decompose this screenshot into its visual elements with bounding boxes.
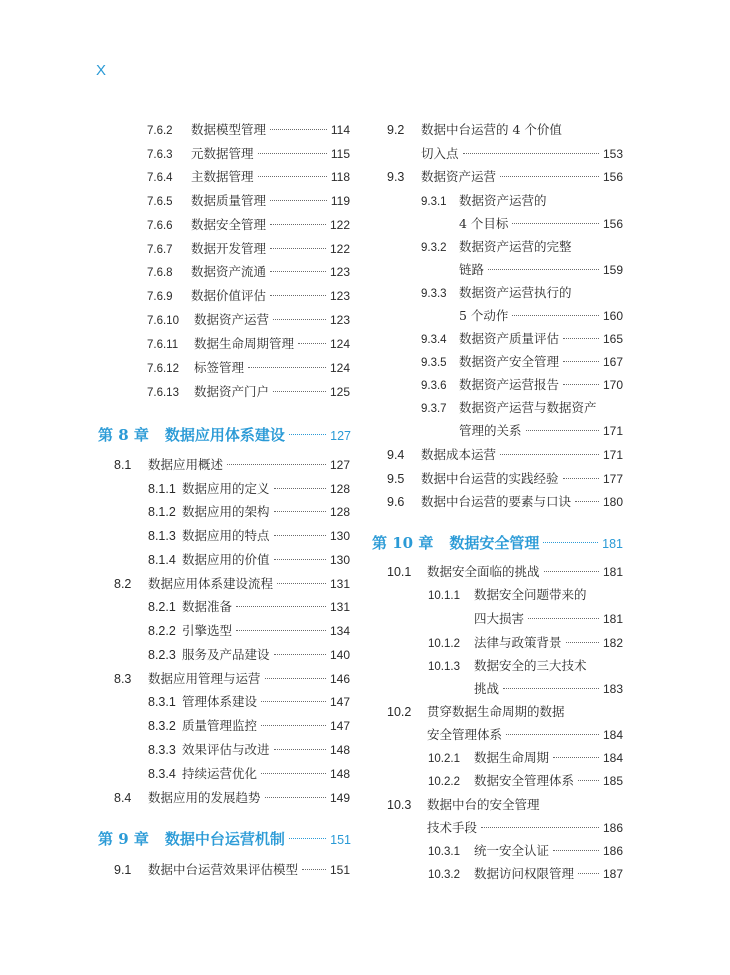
toc-entry-10-1-2[interactable]	[428, 634, 623, 653]
entry-number: 7.6.4	[147, 172, 173, 184]
entry-number: 9.3.7	[421, 403, 447, 415]
entry-title: 引擎选型	[182, 623, 233, 638]
leader-dots	[248, 367, 326, 368]
entry-number: 10.1	[387, 565, 412, 579]
chapter-page: 151	[330, 833, 351, 847]
leader-dots	[270, 271, 326, 272]
entry-title: 数据应用概述	[148, 457, 224, 472]
entry-number: 10.2	[387, 705, 412, 719]
entry-page: 167	[602, 355, 623, 369]
toc-entry-10-1[interactable]	[387, 563, 623, 581]
entry-page: 160	[602, 309, 623, 323]
leader-dots	[578, 873, 599, 874]
entry-number: 8.1	[114, 458, 132, 472]
entry-title: 数据安全的三大技术	[474, 658, 587, 673]
toc-entry-8-3-3[interactable]	[148, 741, 350, 759]
entry-number: 10.2.1	[428, 753, 460, 765]
entry-title: 数据安全管理体系	[474, 773, 575, 788]
entry-page: 122	[329, 218, 350, 232]
leader-dots	[274, 488, 326, 489]
entry-page: 130	[329, 529, 350, 543]
entry-page: 165	[602, 332, 623, 346]
leader-dots	[553, 757, 599, 758]
toc-entry-10-2-line2[interactable]	[427, 726, 623, 744]
toc-entry-9-3-4[interactable]	[421, 330, 623, 349]
entry-title: 数据安全管理	[191, 217, 267, 232]
entry-title: 数据成本运营	[421, 447, 497, 462]
entry-page: 147	[329, 719, 350, 733]
entry-page: 151	[329, 863, 350, 877]
entry-title: 数据应用的架构	[182, 504, 270, 519]
entry-page: 149	[329, 791, 350, 805]
entry-page: 147	[329, 695, 350, 709]
toc-entry-8-3[interactable]	[114, 670, 350, 688]
entry-page: 186	[602, 821, 623, 835]
entry-page: 177	[602, 472, 623, 486]
leader-dots	[544, 571, 599, 572]
entry-page: 171	[602, 448, 623, 462]
entry-number: 8.4	[114, 791, 132, 805]
entry-number: 8.1.4	[148, 553, 176, 567]
leader-dots	[270, 224, 326, 225]
toc-entry-9-5[interactable]	[387, 470, 623, 488]
entry-number: 8.2.3	[148, 648, 176, 662]
toc-entry-9-3-1-line2[interactable]	[459, 215, 623, 233]
entry-page: 131	[329, 577, 350, 591]
leader-dots	[261, 725, 326, 726]
entry-page: 182	[602, 636, 623, 650]
toc-entry-9-3-3-line1[interactable]	[421, 284, 572, 303]
toc-entry-10-1-1-line1[interactable]	[428, 586, 587, 605]
entry-page: 183	[602, 682, 623, 696]
toc-entry-8-4[interactable]	[114, 789, 350, 807]
entry-page: 156	[602, 217, 623, 231]
leader-dots	[298, 343, 326, 344]
leader-dots	[526, 430, 599, 431]
entry-title: 数据应用管理与运营	[148, 671, 261, 686]
entry-page: 128	[329, 505, 350, 519]
entry-title: 质量管理监控	[182, 718, 258, 733]
entry-number: 9.3.2	[421, 242, 447, 254]
toc-entry-8-1-3[interactable]	[148, 527, 350, 545]
entry-title: 数据应用体系建设流程	[148, 576, 274, 591]
entry-page: 170	[602, 378, 623, 392]
chapter-title: 数据中台运营机制	[164, 830, 285, 848]
leader-dots	[289, 434, 326, 435]
toc-chapter-10[interactable]	[372, 532, 623, 553]
entry-title: 数据应用的价值	[182, 552, 270, 567]
leader-dots	[512, 315, 599, 316]
entry-page: 181	[602, 565, 623, 579]
toc-entry-9-3-1-line1[interactable]	[421, 192, 547, 211]
toc-entry-10-3-2[interactable]	[428, 865, 623, 884]
toc-entry-10-1-3-line2[interactable]	[474, 680, 623, 698]
entry-page: 148	[329, 743, 350, 757]
toc-entry-9-3-5[interactable]	[421, 353, 623, 372]
leader-dots	[258, 153, 327, 154]
leader-dots	[261, 701, 326, 702]
entry-number: 7.6.11	[147, 339, 179, 351]
entry-number: 7.6.3	[147, 149, 173, 161]
toc-entry-8-1[interactable]	[114, 456, 350, 474]
leader-dots	[575, 501, 599, 502]
toc-chapter-8[interactable]	[98, 424, 351, 445]
entry-title: 数据应用的定义	[182, 481, 270, 496]
leader-dots	[528, 618, 599, 619]
entry-title: 数据资产运营报告	[459, 377, 560, 392]
entry-title: 效果评估与改进	[182, 742, 270, 757]
toc-entry-9-3-2-line1[interactable]	[421, 238, 572, 257]
entry-title: 数据资产门户	[194, 384, 270, 399]
entry-title: 数据价值评估	[191, 288, 267, 303]
entry-number: 10.3.2	[428, 869, 460, 881]
leader-dots	[503, 688, 599, 689]
leader-dots	[563, 478, 599, 479]
toc-entry-9-1[interactable]	[114, 861, 350, 879]
entry-title-cont: 管理的关系	[459, 423, 522, 438]
toc-entry-9-3-2-line2[interactable]	[459, 261, 623, 279]
entry-number: 8.3.3	[148, 743, 176, 757]
entry-title: 数据资产运营的	[459, 193, 547, 208]
leader-dots	[563, 384, 599, 385]
leader-dots	[500, 176, 599, 177]
leader-dots	[261, 773, 326, 774]
entry-page: 125	[329, 385, 350, 399]
leader-dots	[563, 361, 599, 362]
leader-dots	[481, 827, 599, 828]
entry-page: 123	[329, 313, 350, 327]
entry-page: 140	[329, 648, 350, 662]
entry-page: 114	[330, 123, 350, 137]
entry-page: 130	[329, 553, 350, 567]
entry-title: 数据中台运营的 4 个价值	[421, 122, 562, 137]
chapter-page: 127	[330, 429, 351, 443]
entry-number: 10.2.2	[428, 776, 460, 788]
entry-page: 119	[330, 194, 350, 208]
entry-title: 数据中台运营的要素与口诀	[421, 494, 572, 509]
entry-number: 9.5	[387, 472, 405, 486]
toc-entry-7-6-9[interactable]	[147, 287, 350, 306]
toc-entry-9-2-line2[interactable]	[421, 145, 623, 163]
entry-title-cont: 技术手段	[427, 820, 478, 835]
entry-title: 数据中台的安全管理	[427, 797, 540, 812]
entry-title: 统一安全认证	[474, 843, 550, 858]
toc-entry-7-6-7[interactable]	[147, 240, 350, 259]
chapter-number: 第 8 章	[98, 426, 149, 444]
chapter-number: 第 10 章	[372, 534, 434, 552]
entry-page: 181	[602, 612, 623, 626]
toc-entry-7-6-2[interactable]	[147, 121, 350, 140]
entry-number: 7.6.13	[147, 387, 179, 399]
entry-title-cont: 四大损害	[474, 611, 525, 626]
leader-dots	[274, 511, 326, 512]
entry-number: 8.3.4	[148, 767, 176, 781]
entry-number: 9.3.4	[421, 334, 447, 346]
toc-entry-9-3[interactable]	[387, 168, 623, 186]
entry-title: 数据资产运营与数据资产	[459, 400, 597, 415]
entry-title: 法律与政策背景	[474, 635, 562, 650]
entry-title-cont: 挑战	[474, 681, 500, 696]
toc-entry-10-1-3-line1[interactable]	[428, 657, 587, 676]
leader-dots	[274, 559, 326, 560]
entry-page: 134	[329, 624, 350, 638]
entry-title: 管理体系建设	[182, 694, 258, 709]
entry-page: 148	[329, 767, 350, 781]
entry-number: 10.3	[387, 798, 412, 812]
entry-page: 124	[329, 361, 350, 375]
entry-page: 128	[329, 482, 350, 496]
entry-page: 156	[602, 170, 623, 184]
toc-entry-10-1-1-line2[interactable]	[474, 610, 623, 628]
leader-dots	[488, 269, 599, 270]
entry-title: 数据准备	[182, 599, 233, 614]
toc-entry-8-1-4[interactable]	[148, 551, 350, 569]
entry-page: 153	[602, 147, 623, 161]
entry-number: 8.3.2	[148, 719, 176, 733]
toc-entry-7-6-8[interactable]	[147, 263, 350, 282]
leader-dots	[270, 200, 327, 201]
entry-title: 数据资产运营的完整	[459, 239, 572, 254]
entry-page: 123	[329, 289, 350, 303]
toc-entry-9-3-6[interactable]	[421, 376, 623, 395]
entry-title: 数据开发管理	[191, 241, 267, 256]
entry-title: 数据资产运营执行的	[459, 285, 572, 300]
toc-entry-8-3-4[interactable]	[148, 765, 350, 783]
leader-dots	[236, 606, 326, 607]
entry-title-cont: 安全管理体系	[427, 727, 503, 742]
entry-page: 115	[330, 147, 350, 161]
entry-number: 10.3.1	[428, 846, 460, 858]
entry-number: 7.6.12	[147, 363, 179, 375]
entry-title: 数据中台运营的实践经验	[421, 471, 559, 486]
entry-title-cont: 4 个目标	[459, 216, 509, 231]
leader-dots	[566, 642, 599, 643]
leader-dots	[289, 838, 326, 839]
entry-page: 171	[602, 424, 623, 438]
entry-page: 180	[602, 495, 623, 509]
entry-title: 数据资产运营	[421, 169, 497, 184]
toc-entry-7-6-10[interactable]	[147, 311, 350, 330]
toc-entry-8-2-1[interactable]	[148, 598, 350, 616]
toc-entry-9-2-line1[interactable]	[387, 121, 562, 139]
entry-page: 159	[602, 263, 623, 277]
entry-number: 8.2.2	[148, 624, 176, 638]
toc-entry-9-3-3-line2[interactable]	[459, 307, 623, 325]
leader-dots	[578, 780, 599, 781]
entry-page: 187	[602, 867, 623, 881]
entry-page: 186	[602, 844, 623, 858]
entry-title: 数据资产流通	[191, 264, 267, 279]
toc-entry-7-6-13[interactable]	[147, 383, 350, 402]
entry-number: 7.6.9	[147, 291, 173, 303]
entry-title: 数据资产运营	[194, 312, 270, 327]
entry-page: 185	[602, 774, 623, 788]
entry-page: 118	[330, 170, 350, 184]
entry-title: 数据应用的特点	[182, 528, 270, 543]
entry-page: 131	[329, 600, 350, 614]
leader-dots	[543, 542, 598, 543]
leader-dots	[273, 319, 326, 320]
toc-entry-10-3-line2[interactable]	[427, 819, 623, 837]
entry-title: 数据生命周期	[474, 750, 550, 765]
leader-dots	[302, 869, 326, 870]
entry-page: 184	[602, 728, 623, 742]
leader-dots	[270, 248, 326, 249]
toc-entry-8-2-2[interactable]	[148, 622, 350, 640]
entry-number: 9.2	[387, 123, 405, 137]
leader-dots	[258, 176, 327, 177]
leader-dots	[463, 153, 599, 154]
toc-entry-8-1-2[interactable]	[148, 503, 350, 521]
entry-title-cont: 5 个动作	[459, 308, 509, 323]
toc-entry-9-3-7-line2[interactable]	[459, 422, 623, 440]
entry-number: 8.1.3	[148, 529, 176, 543]
entry-number: 9.3.5	[421, 357, 447, 369]
chapter-page: 181	[602, 537, 623, 551]
entry-page: 184	[602, 751, 623, 765]
leader-dots	[563, 338, 599, 339]
toc-entry-7-6-3[interactable]	[147, 145, 350, 164]
toc-entry-10-2-1[interactable]	[428, 749, 623, 768]
leader-dots	[512, 223, 599, 224]
toc-entry-8-3-1[interactable]	[148, 693, 350, 711]
entry-title: 贯穿数据生命周期的数据	[427, 704, 565, 719]
entry-number: 7.6.2	[147, 125, 173, 137]
entry-number: 7.6.5	[147, 196, 173, 208]
entry-title: 主数据管理	[191, 169, 254, 184]
entry-title: 服务及产品建设	[182, 647, 270, 662]
leader-dots	[265, 678, 326, 679]
entry-title: 数据模型管理	[191, 122, 267, 137]
entry-page: 127	[329, 458, 350, 472]
entry-title: 数据生命周期管理	[194, 336, 295, 351]
entry-page: 124	[329, 337, 350, 351]
leader-dots	[227, 464, 326, 465]
toc-entry-10-3-line1[interactable]	[387, 796, 540, 814]
entry-number: 9.1	[114, 863, 132, 877]
toc-entry-7-6-5[interactable]	[147, 192, 350, 211]
toc-entry-9-4[interactable]	[387, 446, 623, 464]
entry-number: 9.3.3	[421, 288, 447, 300]
toc-entry-8-2[interactable]	[114, 575, 350, 593]
entry-page: 146	[329, 672, 350, 686]
toc-entry-7-6-12[interactable]	[147, 359, 350, 378]
entry-number: 9.6	[387, 495, 405, 509]
entry-number: 9.3.1	[421, 196, 447, 208]
toc-entry-7-6-6[interactable]	[147, 216, 350, 235]
entry-page: 122	[329, 242, 350, 256]
toc-entry-9-3-7-line1[interactable]	[421, 399, 597, 418]
entry-number: 10.1.3	[428, 661, 460, 673]
entry-number: 8.2	[114, 577, 132, 591]
leader-dots	[273, 391, 326, 392]
toc-entry-10-2-line1[interactable]	[387, 703, 565, 721]
entry-title: 标签管理	[194, 360, 245, 375]
leader-dots	[265, 797, 326, 798]
entry-title: 数据质量管理	[191, 193, 267, 208]
entry-title: 数据应用的发展趋势	[148, 790, 261, 805]
leader-dots	[500, 454, 599, 455]
entry-page: 123	[329, 265, 350, 279]
toc-entry-8-2-3[interactable]	[148, 646, 350, 664]
leader-dots	[274, 749, 326, 750]
entry-number: 7.6.6	[147, 220, 173, 232]
entry-number: 7.6.10	[147, 315, 179, 327]
entry-number: 8.1.2	[148, 505, 176, 519]
leader-dots	[274, 654, 326, 655]
entry-number: 7.6.8	[147, 267, 173, 279]
leader-dots	[270, 295, 326, 296]
toc-entry-9-6[interactable]	[387, 493, 623, 511]
entry-number: 9.3	[387, 170, 405, 184]
chapter-number: 第 9 章	[98, 830, 149, 848]
leader-dots	[277, 583, 326, 584]
toc-entry-8-1-1[interactable]	[148, 480, 350, 498]
leader-dots	[553, 850, 599, 851]
chapter-title: 数据应用体系建设	[164, 426, 285, 444]
entry-number: 7.6.7	[147, 244, 173, 256]
entry-title-cont: 切入点	[421, 146, 459, 161]
leader-dots	[506, 734, 599, 735]
leader-dots	[274, 535, 326, 536]
entry-number: 8.1.1	[148, 482, 176, 496]
chapter-title: 数据安全管理	[449, 534, 540, 552]
leader-dots	[236, 630, 326, 631]
entry-title: 元数据管理	[191, 146, 254, 161]
entry-number: 10.1.1	[428, 590, 460, 602]
entry-number: 9.3.6	[421, 380, 447, 392]
toc-chapter-9[interactable]	[98, 828, 351, 849]
toc-entry-7-6-11[interactable]	[147, 335, 350, 354]
toc-entry-8-3-2[interactable]	[148, 717, 350, 735]
entry-title: 数据安全面临的挑战	[427, 564, 540, 579]
toc-entry-10-2-2[interactable]	[428, 772, 623, 791]
toc-entry-10-3-1[interactable]	[428, 842, 623, 861]
entry-title: 持续运营优化	[182, 766, 258, 781]
entry-number: 8.3	[114, 672, 132, 686]
entry-number: 10.1.2	[428, 638, 460, 650]
page-number: X	[96, 62, 107, 79]
entry-number: 8.3.1	[148, 695, 176, 709]
entry-title-cont: 链路	[459, 262, 485, 277]
entry-number: 9.4	[387, 448, 405, 462]
entry-title: 数据资产安全管理	[459, 354, 560, 369]
toc-entry-7-6-4[interactable]	[147, 168, 350, 187]
entry-number: 8.2.1	[148, 600, 176, 614]
entry-title: 数据中台运营效果评估模型	[148, 862, 299, 877]
entry-title: 数据资产质量评估	[459, 331, 560, 346]
entry-title: 数据访问权限管理	[474, 866, 575, 881]
entry-title: 数据安全问题带来的	[474, 587, 587, 602]
leader-dots	[270, 129, 327, 130]
